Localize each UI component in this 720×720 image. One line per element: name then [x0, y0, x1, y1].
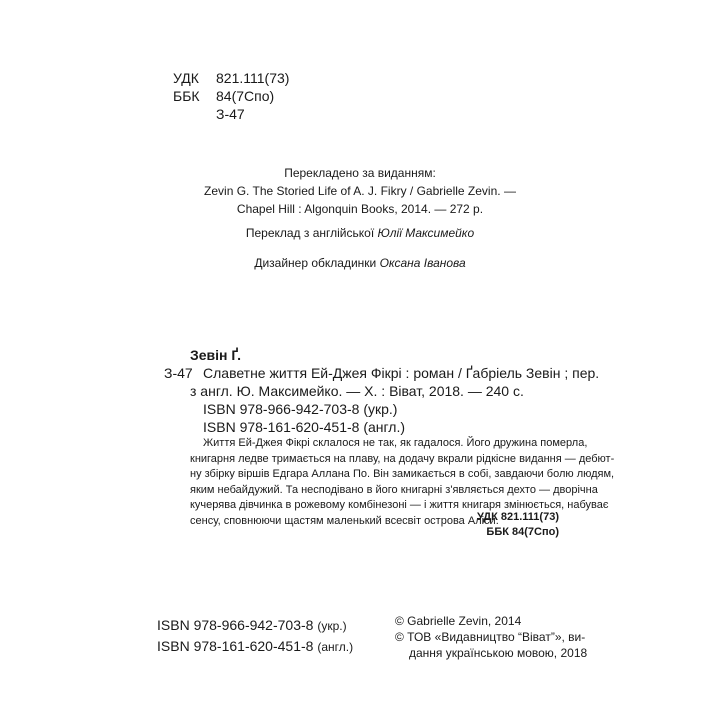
annotation-line: ну збірку віршів Едгара Аллана По. Він замикається в собі, завдаючи болю людям, [190, 468, 615, 480]
translator-name: Юлії Максимейко [377, 226, 475, 240]
annotation-line: книгарня ледве тримається на плаву, на додачу вкрали рідкісне видання — дебют- [190, 452, 615, 465]
udk-label: УДК [173, 70, 199, 86]
catalog-title-line: з англ. Ю. Максимейко. — Х. : Віват, 2018. — 240 с. [190, 383, 524, 399]
catalog-udk: УДК 821.111(73) [476, 511, 559, 523]
author-mark: З-47 [216, 106, 245, 122]
annotation-line: яким небайдужий. Та несподівано в його книгарні з'являється дехто — дворічна [190, 483, 598, 496]
catalog-author: Зевін Ґ. [190, 347, 242, 363]
footer-isbn-ukr-lang: (укр.) [317, 619, 347, 633]
copyright-publisher-cont: дання українською мовою, 2018 [409, 646, 588, 660]
catalog-title-line: Славетне життя Ей-Джея Фікрі : роман / Ґабріель Зевін ; пер. [203, 365, 600, 381]
footer-isbn-ukr-number: ISBN 978-966-942-703-8 [157, 617, 314, 633]
footer-isbn-ukr [157, 617, 347, 635]
udk-value: 821.111(73) [216, 70, 290, 86]
designer-label: Дизайнер обкладинки [254, 256, 377, 270]
annotation-line: Життя Ей-Джея Фікрі склалося не так, як гадалося. Його дружина померла, [203, 437, 588, 449]
source-edition-heading: Перекладено за виданням: [284, 166, 436, 180]
annotation-line: сенсу, сповнюючи щастям маленький всесвіт острова Аліси. [190, 514, 499, 527]
source-edition-line: Zevin G. The Storied Life of A. J. Fikry / Gabrielle Zevin. — [204, 184, 516, 198]
catalog-author-mark: З-47 [164, 365, 193, 381]
footer-isbn-eng-lang: (англ.) [317, 640, 354, 654]
footer-isbn-eng-number: ISBN 978-161-620-451-8 [157, 638, 314, 654]
annotation-line: кучерява дівчинка в рожевому комбінезоні — і життя книгаря змінюється, набуває [190, 499, 609, 511]
catalog-isbn-eng: ISBN 978-161-620-451-8 (англ.) [203, 419, 406, 435]
bbk-value: 84(7Спо) [216, 88, 275, 104]
bbk-label: ББК [173, 88, 200, 104]
source-edition-imprint: Chapel Hill : Algonquin Books, 2014. — 272 p. [236, 202, 484, 216]
copyright-publisher: © ТОВ «Видавництво “Віват”», ви- [395, 630, 586, 644]
catalog-bbk: ББК 84(7Спо) [486, 526, 559, 538]
footer-isbn-eng [157, 638, 353, 656]
designer-credit [160, 256, 560, 271]
designer-name: Оксана Іванова [379, 256, 466, 270]
translator-credit [160, 226, 560, 241]
catalog-isbn-ukr: ISBN 978-966-942-703-8 (укр.) [203, 401, 398, 417]
translator-label: Переклад з англійської [245, 226, 375, 240]
copyright-author: © Gabrielle Zevin, 2014 [395, 614, 522, 628]
